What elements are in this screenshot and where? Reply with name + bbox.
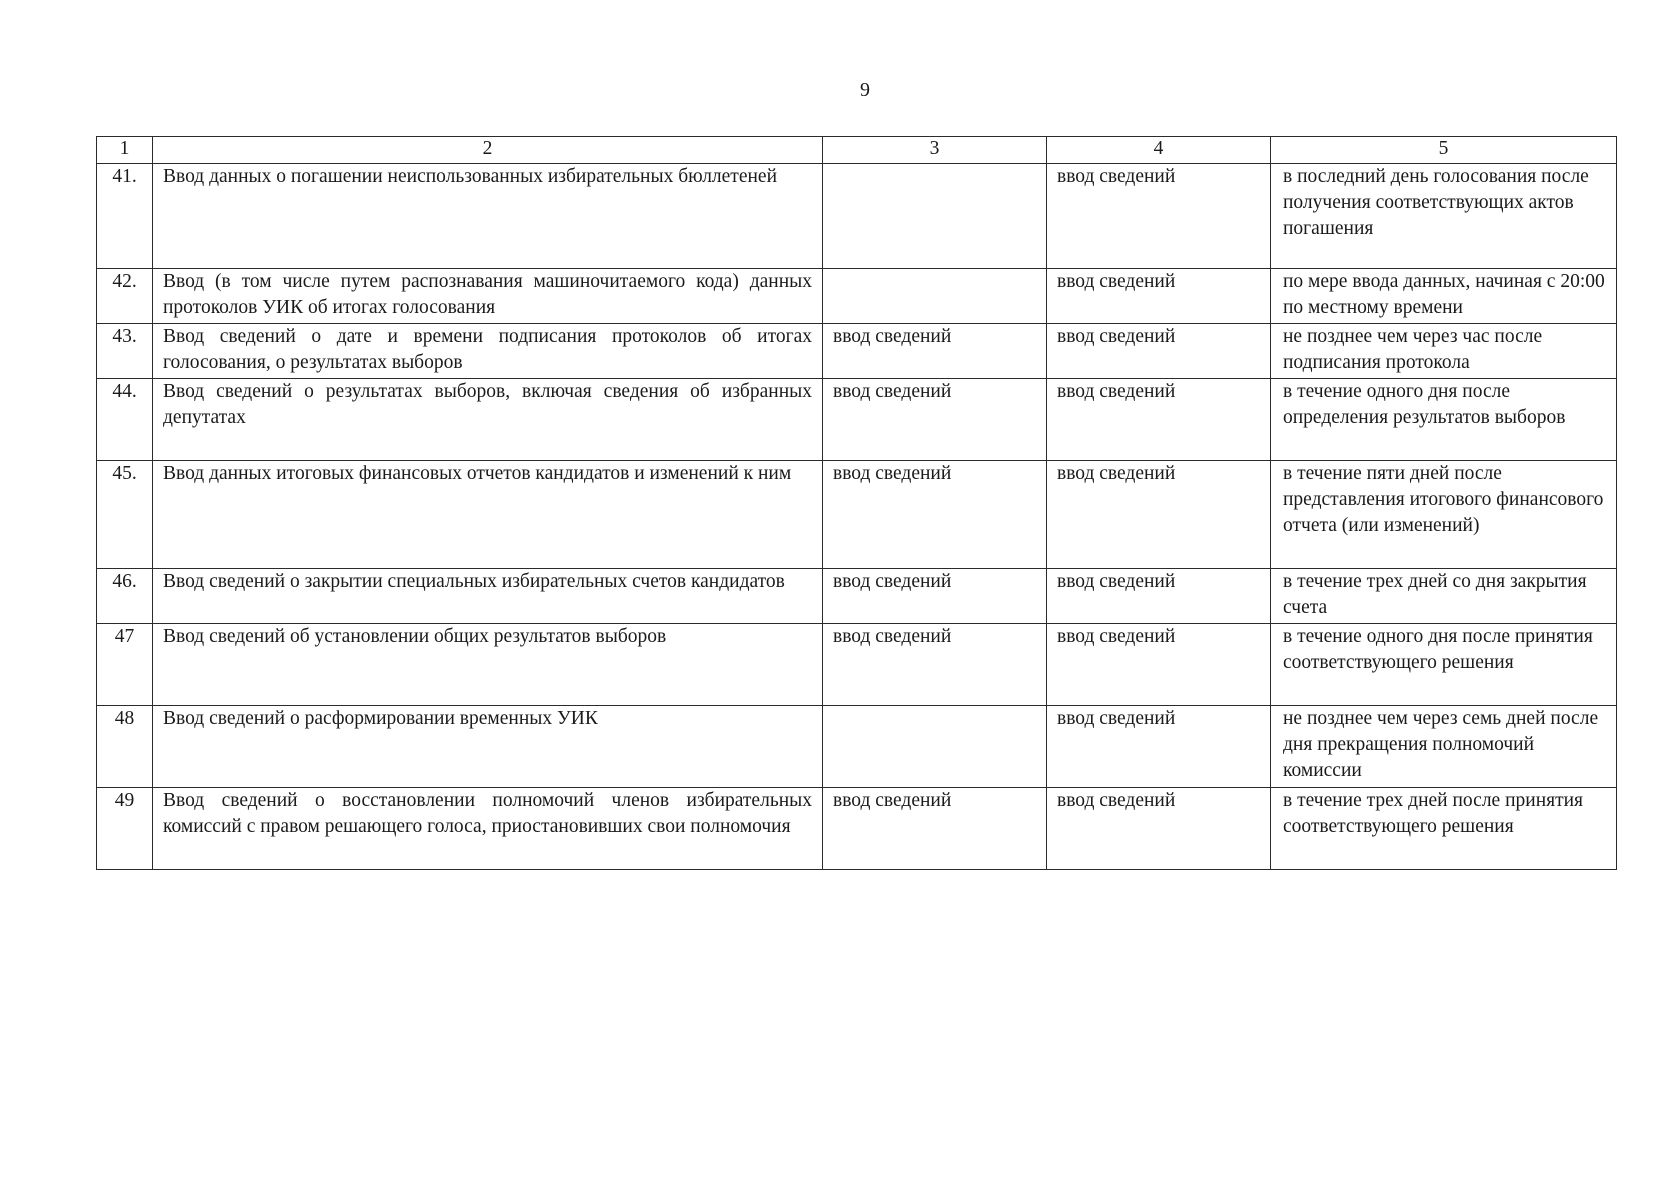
row-column-5: в течение пяти дней после представления итогового финансового отчета (или изменений): [1271, 461, 1617, 569]
row-column-4: ввод сведений: [1047, 624, 1271, 706]
row-column-3: ввод сведений: [823, 788, 1047, 870]
row-number: 43.: [97, 324, 153, 379]
row-column-5: не позднее чем через час после подписания протокола: [1271, 324, 1617, 379]
table-row: [97, 624, 1617, 706]
table-header-row: [97, 137, 1617, 164]
row-column-4: ввод сведений: [1047, 324, 1271, 379]
column-header-1: 1: [97, 137, 153, 164]
row-column-3: [823, 269, 1047, 324]
row-description: Ввод сведений о результатах выборов, включая сведения об избранных депутатах: [153, 379, 823, 461]
row-description: Ввод данных итоговых финансовых отчетов кандидатов и изменений к ним: [153, 461, 823, 569]
column-header-4: 4: [1047, 137, 1271, 164]
row-number: 41.: [97, 164, 153, 269]
row-column-5: в последний день голосования после получения соответствующих актов погашения: [1271, 164, 1617, 269]
row-column-3: ввод сведений: [823, 624, 1047, 706]
schedule-table: [96, 136, 1617, 870]
row-column-5: по мере ввода данных, начиная с 20:00 по местному времени: [1271, 269, 1617, 324]
row-column-3: ввод сведений: [823, 569, 1047, 624]
row-column-4: ввод сведений: [1047, 461, 1271, 569]
table-row: [97, 379, 1617, 461]
page-number: 9: [860, 79, 870, 101]
row-column-4: ввод сведений: [1047, 269, 1271, 324]
row-column-3: ввод сведений: [823, 379, 1047, 461]
row-number: 46.: [97, 569, 153, 624]
column-header-2: 2: [153, 137, 823, 164]
row-description: Ввод сведений о закрытии специальных избирательных счетов кандидатов: [153, 569, 823, 624]
table-row: [97, 269, 1617, 324]
column-header-5: 5: [1271, 137, 1617, 164]
row-column-3: ввод сведений: [823, 324, 1047, 379]
table-row: [97, 461, 1617, 569]
row-column-3: [823, 706, 1047, 788]
row-column-4: ввод сведений: [1047, 706, 1271, 788]
row-description: Ввод данных о погашении неиспользованных избирательных бюллетеней: [153, 164, 823, 269]
table-row: [97, 788, 1617, 870]
row-description: Ввод сведений о расформировании временных УИК: [153, 706, 823, 788]
table-row: [97, 164, 1617, 269]
table-body: [97, 137, 1617, 870]
row-column-4: ввод сведений: [1047, 569, 1271, 624]
row-number: 49: [97, 788, 153, 870]
row-description: Ввод (в том числе путем распознавания машиночитаемого кода) данных протоколов УИК об итогах голосования: [153, 269, 823, 324]
row-number: 44.: [97, 379, 153, 461]
row-column-5: в течение трех дней после принятия соответствующего решения: [1271, 788, 1617, 870]
row-number: 45.: [97, 461, 153, 569]
row-column-5: в течение одного дня после принятия соответствующего решения: [1271, 624, 1617, 706]
row-column-5: в течение одного дня после определения результатов выборов: [1271, 379, 1617, 461]
table-row: [97, 569, 1617, 624]
row-column-3: [823, 164, 1047, 269]
row-column-4: ввод сведений: [1047, 379, 1271, 461]
row-number: 47: [97, 624, 153, 706]
table-row: [97, 706, 1617, 788]
row-column-5: в течение трех дней со дня закрытия счета: [1271, 569, 1617, 624]
row-number: 48: [97, 706, 153, 788]
column-header-3: 3: [823, 137, 1047, 164]
row-column-3: ввод сведений: [823, 461, 1047, 569]
row-column-4: ввод сведений: [1047, 164, 1271, 269]
row-description: Ввод сведений о восстановлении полномочий членов избирательных комиссий с правом решающего голоса, приостановивших свои полномочия: [153, 788, 823, 870]
row-description: Ввод сведений о дате и времени подписания протоколов об итогах голосования, о результатах выборов: [153, 324, 823, 379]
row-description: Ввод сведений об установлении общих результатов выборов: [153, 624, 823, 706]
row-number: 42.: [97, 269, 153, 324]
row-column-5: не позднее чем через семь дней после дня прекращения полномочий комиссии: [1271, 706, 1617, 788]
row-column-4: ввод сведений: [1047, 788, 1271, 870]
table-row: [97, 324, 1617, 379]
